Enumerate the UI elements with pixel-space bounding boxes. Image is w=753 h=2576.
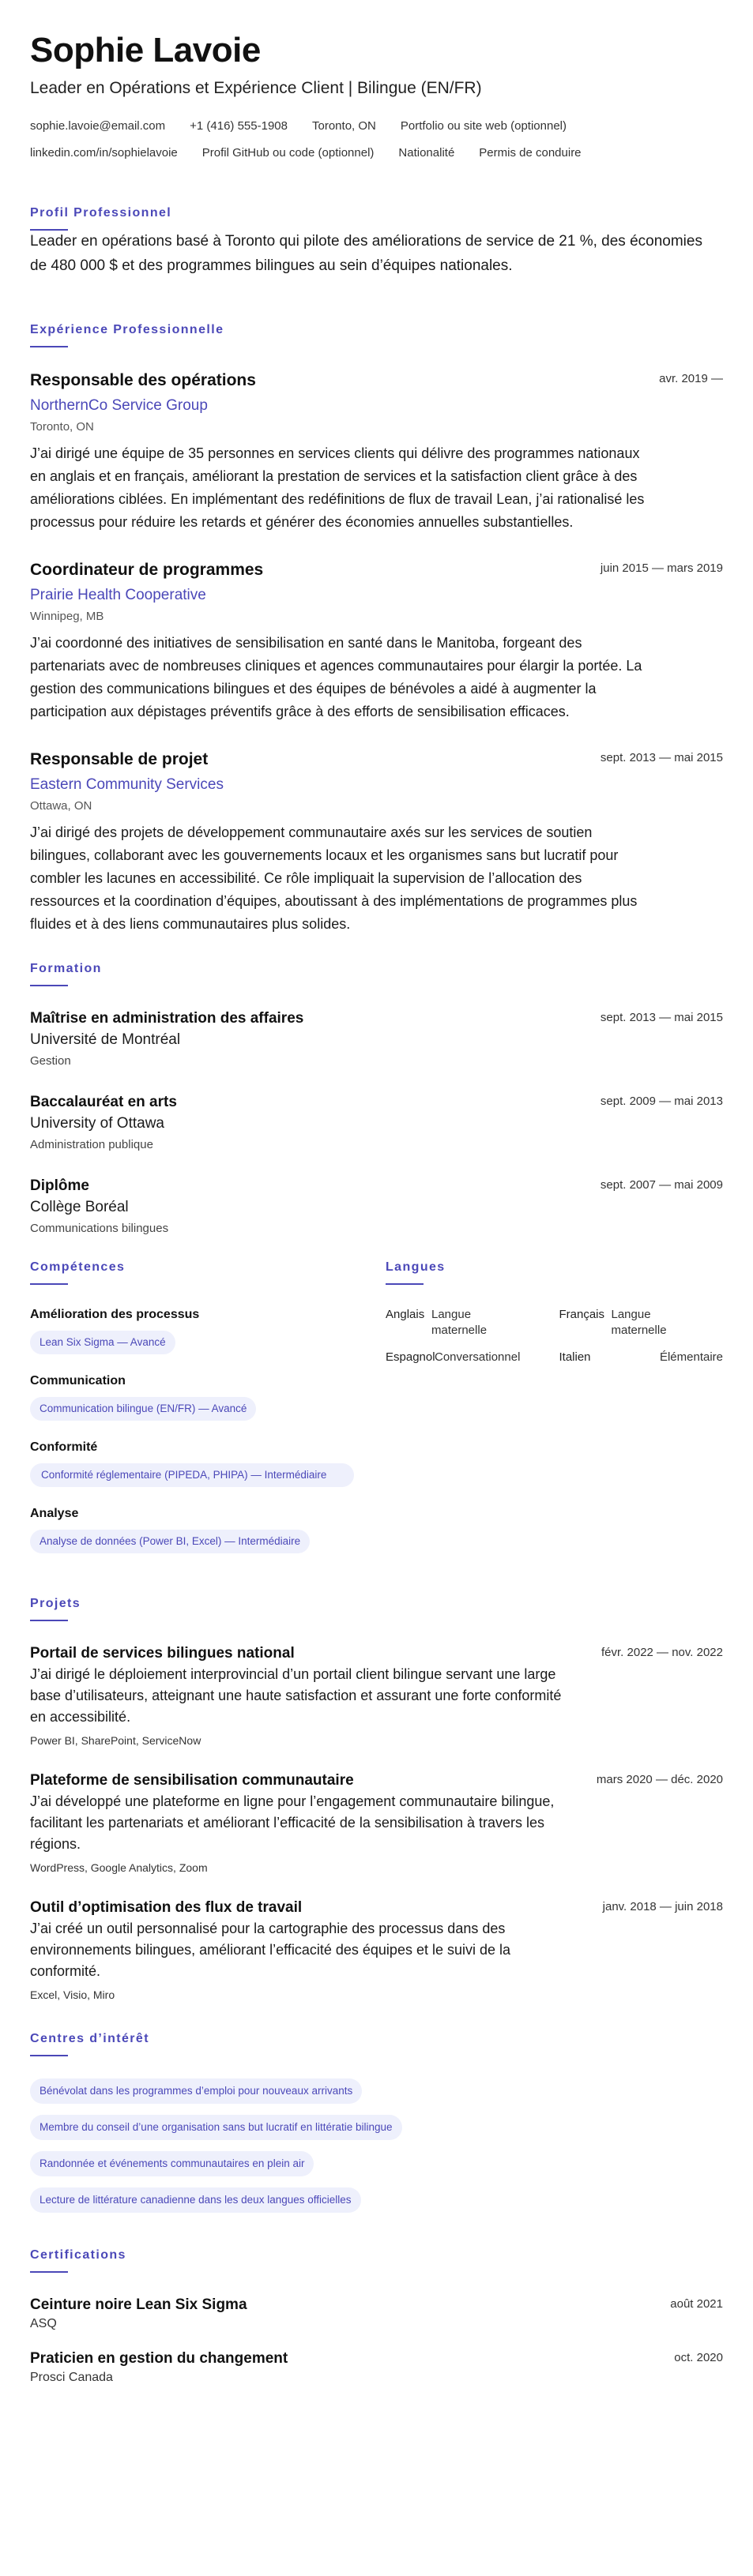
interest-tag: Lecture de littérature canadienne dans les deux langues officielles	[30, 2187, 361, 2213]
language-item	[386, 1350, 550, 1365]
school-name: University of Ottawa	[30, 1115, 164, 1132]
certification-item	[30, 2295, 723, 2333]
section-title: Centres d’intérêt	[30, 2032, 149, 2045]
section-title: Projets	[30, 1597, 81, 1610]
contact-bar	[30, 118, 723, 161]
profile-summary: Leader en opérations basé à Toronto qui pilote des améliorations de service de 21 %, des économies de 480 000 $ et des programmes bilingues au sein d’équipes nationales.	[30, 233, 702, 274]
interests-section	[30, 2031, 723, 2213]
education-section	[30, 961, 723, 1237]
experience-item	[30, 749, 723, 936]
contact-phone[interactable]: +1 (416) 555-1908	[190, 119, 288, 133]
language-name: Italien	[559, 1350, 591, 1364]
section-divider	[30, 346, 68, 347]
skill-category: Communication	[30, 1374, 126, 1388]
skill-tag: Lean Six Sigma — Avancé	[30, 1331, 175, 1354]
resume-header	[30, 30, 723, 161]
skills-languages-row	[30, 1260, 723, 1572]
section-title: Formation	[30, 962, 102, 975]
certification-date: août 2021	[670, 2297, 723, 2311]
project-item	[30, 1771, 723, 1876]
school-name: Université de Montréal	[30, 1031, 181, 1048]
skill-category: Conformité	[30, 1440, 98, 1454]
company-name: Eastern Community Services	[30, 776, 224, 793]
section-title: Langues	[386, 1260, 446, 1274]
contact-license: Permis de conduire	[479, 146, 582, 160]
education-date: sept. 2013 — mai 2015	[600, 1011, 723, 1024]
skill-tag: Conformité réglementaire (PIPEDA, PHIPA) — Intermédiaire	[30, 1463, 354, 1487]
contact-linkedin[interactable]: linkedin.com/in/sophielavoie	[30, 146, 178, 160]
contact-email[interactable]: sophie.lavoie@email.com	[30, 119, 166, 133]
project-item	[30, 1898, 723, 2003]
degree-title: Maîtrise en administration des affaires	[30, 1010, 304, 1027]
certification-name: Ceinture noire Lean Six Sigma	[30, 2296, 247, 2313]
project-title: Plateforme de sensibilisation communautaire	[30, 1772, 354, 1789]
job-title: Responsable de projet	[30, 750, 209, 768]
project-title: Outil d’optimisation des flux de travail	[30, 1899, 303, 1916]
language-level: Élémentaire	[659, 1350, 723, 1364]
education-item	[30, 1092, 723, 1154]
experience-section	[30, 322, 723, 936]
project-item	[30, 1643, 723, 1748]
project-date: janv. 2018 — juin 2018	[602, 1900, 723, 1913]
candidate-name: Sophie Lavoie	[30, 31, 261, 69]
company-name: NorthernCo Service Group	[30, 397, 208, 414]
field-of-study: Gestion	[30, 1054, 71, 1068]
section-divider	[30, 2271, 68, 2273]
language-name: Espagnol	[386, 1350, 435, 1364]
section-title: Profil Professionnel	[30, 206, 172, 220]
job-date: juin 2015 — mars 2019	[600, 561, 723, 575]
project-date: févr. 2022 — nov. 2022	[601, 1646, 723, 1659]
language-level: Conversationnel	[435, 1350, 521, 1364]
language-item	[386, 1307, 550, 1339]
contact-nationality: Nationalité	[398, 146, 455, 160]
project-title: Portail de services bilingues national	[30, 1645, 295, 1662]
certification-issuer: ASQ	[30, 2317, 57, 2330]
experience-item	[30, 370, 723, 534]
languages-section	[386, 1260, 723, 1572]
job-title: Responsable des opérations	[30, 371, 256, 389]
language-item	[559, 1307, 724, 1339]
section-title: Compétences	[30, 1260, 126, 1274]
project-technologies: Power BI, SharePoint, ServiceNow	[30, 1734, 201, 1747]
field-of-study: Communications bilingues	[30, 1222, 169, 1235]
skill-group	[30, 1440, 360, 1487]
interest-tag: Membre du conseil d’une organisation sans but lucratif en littératie bilingue	[30, 2115, 402, 2140]
section-title: Certifications	[30, 2248, 126, 2262]
skill-category: Analyse	[30, 1507, 79, 1520]
certifications-section	[30, 2247, 723, 2386]
certification-name: Praticien en gestion du changement	[30, 2350, 288, 2367]
experience-item	[30, 559, 723, 723]
section-divider	[30, 1620, 68, 1621]
headline: Leader en Opérations et Expérience Client | Bilingue (EN/FR)	[30, 79, 482, 97]
project-description: J’ai créé un outil personnalisé pour la cartographie des processus dans des environnements bilingues, améliorant l’efficacité des équipes et le suivi de la conformité.	[30, 1921, 511, 1979]
job-location: Toronto, ON	[30, 420, 94, 434]
skill-group	[30, 1506, 360, 1553]
skill-group	[30, 1307, 360, 1354]
skills-section	[30, 1260, 360, 1572]
job-description: J’ai dirigé une équipe de 35 personnes en services clients qui délivre des programmes nationaux en anglais et en français, améliorant la prestation de services et la satisfaction client grâce à des améliorations ciblées. En implémentant des redéfinitions de flux de travail Lean, j’ai rationalisé les processus pour réduire les retards et générer des économies annuelles substantielles.	[30, 445, 645, 530]
job-date: sept. 2013 — mai 2015	[600, 751, 723, 764]
education-date: sept. 2009 — mai 2013	[600, 1095, 723, 1108]
section-divider	[30, 2055, 68, 2056]
education-date: sept. 2007 — mai 2009	[600, 1178, 723, 1192]
education-item	[30, 1008, 723, 1070]
contact-github[interactable]: Profil GitHub ou code (optionnel)	[201, 146, 375, 160]
degree-title: Baccalauréat en arts	[30, 1094, 177, 1110]
language-level: Langue maternelle	[431, 1308, 488, 1337]
certification-date: oct. 2020	[674, 2351, 723, 2364]
education-item	[30, 1176, 723, 1237]
interest-tag: Randonnée et événements communautaires en plein air	[30, 2151, 314, 2176]
contact-portfolio[interactable]: Portfolio ou site web (optionnel)	[400, 119, 567, 133]
job-date: avr. 2019 —	[659, 372, 723, 385]
language-name: Français	[559, 1308, 605, 1321]
project-technologies: WordPress, Google Analytics, Zoom	[30, 1861, 208, 1874]
job-location: Winnipeg, MB	[30, 610, 104, 623]
section-divider	[30, 1283, 68, 1285]
projects-section	[30, 1596, 723, 2003]
school-name: Collège Boréal	[30, 1199, 129, 1215]
contact-location: Toronto, ON	[312, 119, 376, 133]
language-item	[559, 1350, 724, 1365]
field-of-study: Administration publique	[30, 1138, 153, 1151]
skill-tag: Analyse de données (Power BI, Excel) — Intermédiaire	[30, 1530, 310, 1553]
project-description: J’ai dirigé le déploiement interprovincial d’un portail client bilingue servant une large base d’utilisateurs, atteignant une haute satisfaction et assurant une forte conformité en accessibilité.	[30, 1666, 562, 1725]
profile-section	[30, 205, 723, 278]
job-title: Coordinateur de programmes	[30, 561, 264, 579]
skill-tag: Communication bilingue (EN/FR) — Avancé	[30, 1397, 256, 1421]
skill-category: Amélioration des processus	[30, 1308, 200, 1321]
job-description: J’ai dirigé des projets de développement communautaire axés sur les services de soutien bilingues, collaborant avec les gouvernements locaux et les organismes sans but lucratif pour combler les lacunes en accessibilité. Ce rôle impliquait la supervision de l’allocation des ressources et la coordination d’équipes, aboutissant à des implémentations de programmes plus fluides et à des liens communautaires plus solides.	[30, 824, 638, 932]
language-level: Langue maternelle	[611, 1308, 667, 1337]
project-date: mars 2020 — déc. 2020	[596, 1773, 723, 1786]
section-divider	[386, 1283, 424, 1285]
job-description: J’ai coordonné des initiatives de sensibilisation en santé dans le Manitoba, forgeant des partenariats avec de nombreuses cliniques et agences communautaires pour élargir la portée. La gestion des communications bilingues et des équipes de bénévoles a aidé à augmenter la participation aux dépistages préventifs grâce à des efforts de sensibilisation efficaces.	[30, 635, 642, 719]
degree-title: Diplôme	[30, 1177, 89, 1194]
interest-tag: Bénévolat dans les programmes d’emploi pour nouveaux arrivants	[30, 2078, 362, 2104]
section-title: Expérience Professionnelle	[30, 323, 224, 336]
section-divider	[30, 985, 68, 986]
company-name: Prairie Health Cooperative	[30, 587, 206, 603]
certification-issuer: Prosci Canada	[30, 2371, 113, 2384]
skill-group	[30, 1373, 360, 1421]
project-technologies: Excel, Visio, Miro	[30, 1988, 115, 2001]
job-location: Ottawa, ON	[30, 799, 92, 813]
project-description: J’ai développé une plateforme en ligne pour l’engagement communautaire bilingue, facilitant les partenariats et améliorant l’efficacité de la sensibilisation à travers les régions.	[30, 1793, 555, 1852]
language-name: Anglais	[386, 1308, 425, 1321]
certification-item	[30, 2349, 723, 2386]
